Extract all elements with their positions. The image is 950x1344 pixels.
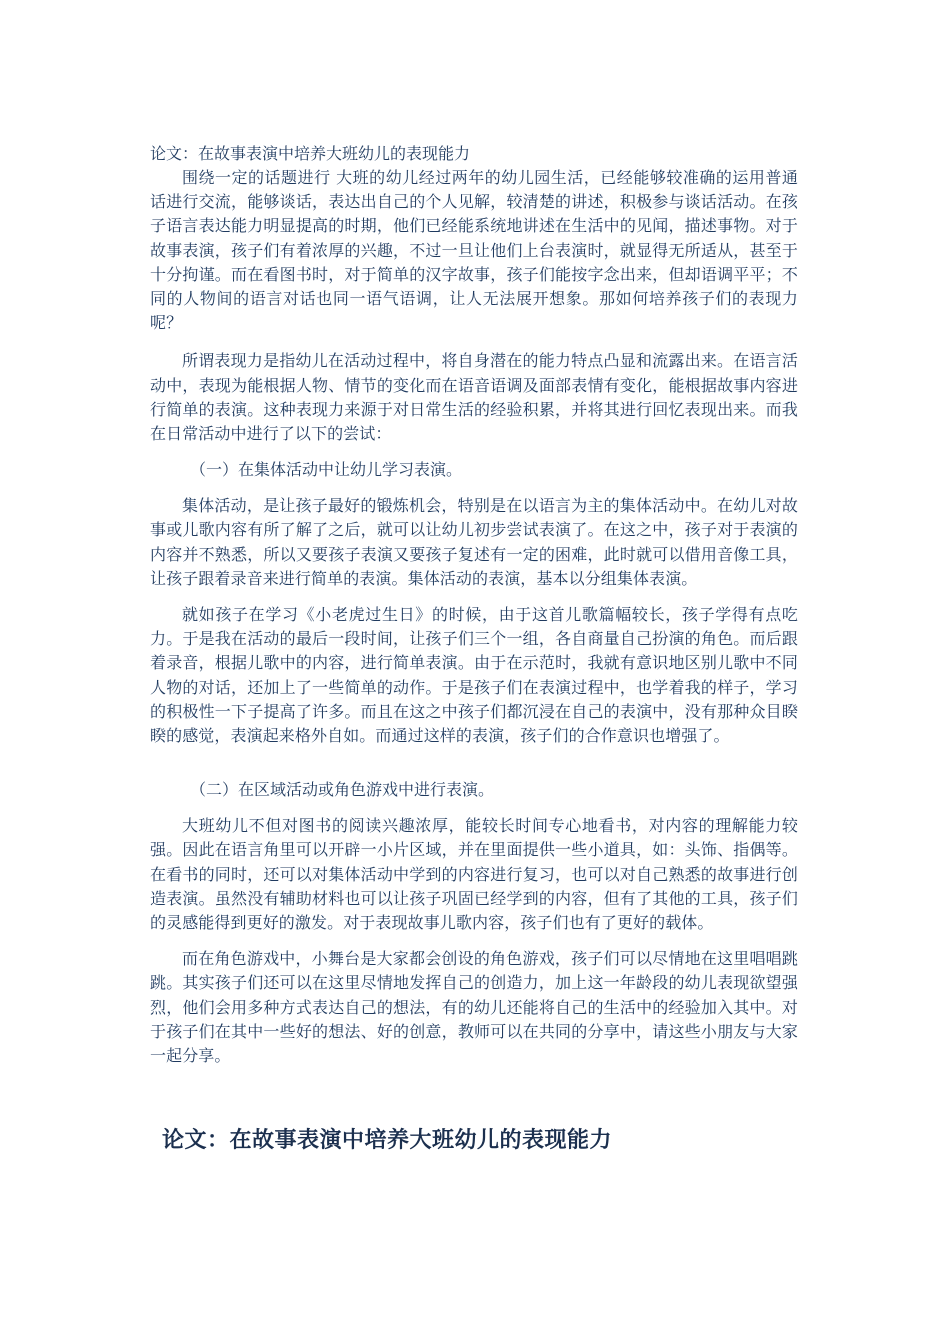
section1-paragraph-1: 集体活动，是让孩子最好的锻炼机会，特别是在以语言为主的集体活动中。在幼儿对故事或儿歌内容有所了解了之后，就可以让幼儿初步尝试表演了。在这之中，孩子对于表演的内容并不熟悉，所以又要孩子表演又要孩子复述有一定的困难，此时就可以借用音像工具，让孩子跟着录音来进行简单的表演。集体活动的表演，基本以分组集体表演。 bbox=[150, 496, 798, 588]
document-footer-title: 论文：在故事表演中培养大班幼儿的表现能力 bbox=[162, 1128, 613, 1153]
intro-paragraph-2: 所谓表现力是指幼儿在活动过程中，将自身潜在的能力特点凸显和流露出来。在语言活动中，表现为能根据人物、情节的变化而在语音语调及面部表情有变化，能根据故事内容进行简单的表演。这种表现力来源于对日常生活的经验积累，并将其进行回忆表现出来。而我在日常活动中进行了以下的尝试： bbox=[150, 351, 798, 444]
section2-paragraph-1: 大班幼儿不但对图书的阅读兴趣浓厚，能较长时间专心地看书，对内容的理解能力较强。因此在语言角里可以开辟一小片区域，并在里面提供一些小道具，如：头饰、指偶等。在看书的同时，还可以对集体活动中学到的内容进行复习，也可以对自己熟悉的故事进行创造表演。虽然没有辅助材料也可以让孩子巩固已经学到的内容，但有了其他的工具，孩子们的灵感能得到更好的激发。对于表现故事儿歌内容，孩子们也有了更好的载体。 bbox=[150, 816, 798, 933]
section1-paragraph-2: 就如孩子在学习《小老虎过生日》的时候，由于这首儿歌篇幅较长，孩子学得有点吃力。于是我在活动的最后一段时间，让孩子们三个一组，各自商量自己扮演的角色。而后跟着录音，根据儿歌中的内容，进行简单表演。由于在示范时，我就有意识地区别儿歌中不同人物的对话，还加上了一些简单的动作。于是孩子们在表演过程中，也学着我的样子，学习的积极性一下子提高了许多。而且在这之中孩子们都沉浸在自己的表演中，没有那种众目睽睽的感觉，表演起来格外自如。而通过这样的表演，孩子们的合作意识也增强了。 bbox=[150, 605, 798, 746]
intro-paragraph-1: 围绕一定的话题进行 大班的幼儿经过两年的幼儿园生活，已经能够较准确的运用普通话进行交流，能够谈话，表达出自己的个人见解，较清楚的讲述，积极参与谈话活动。在孩子语言表达能力明显提高的时期，他们已经能系统地讲述在生活中的见闻，描述事物。对于故事表演，孩子们有着浓厚的兴趣，不过一旦让他们上台表演时，就显得无所适从，甚至于十分拘谨。而在看图书时，对于简单的汉字故事，孩子们能按字念出来，但却语调平平；不同的人物间的语言对话也同一语气语调，让人无法展开想象。那如何培养孩子们的表现力呢？ bbox=[150, 168, 798, 333]
section-heading-2: （二）在区域活动或角色游戏中进行表演。 bbox=[190, 780, 495, 800]
section2-paragraph-2: 而在角色游戏中，小舞台是大家都会创设的角色游戏，孩子们可以尽情地在这里唱唱跳跳。其实孩子们还可以在这里尽情地发挥自己的创造力，加上这一年龄段的幼儿表现欲望强烈，他们会用多种方式表达自己的想法，有的幼儿还能将自己的生活中的经验加入其中。对于孩子们在其中一些好的想法、好的创意，教师可以在共同的分享中，请这些小朋友与大家一起分享。 bbox=[150, 949, 798, 1066]
section-heading-1: （一）在集体活动中让幼儿学习表演。 bbox=[190, 460, 463, 480]
document-body bbox=[150, 142, 798, 1068]
document-top-title: 论文：在故事表演中培养大班幼儿的表现能力 bbox=[150, 144, 471, 163]
